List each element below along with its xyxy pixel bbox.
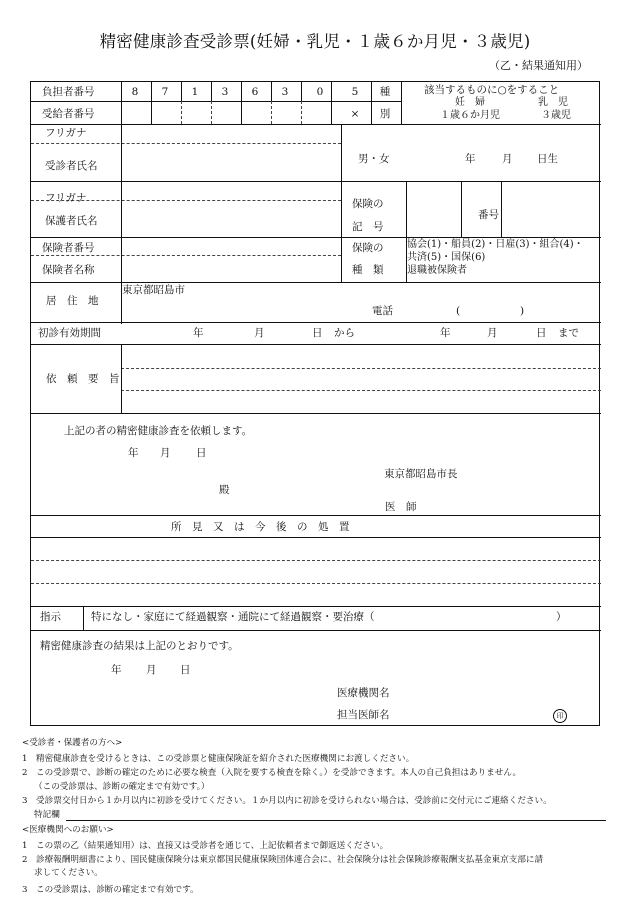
doctor-label: 医 師	[385, 501, 417, 513]
insurance-symbol-label-bottom: 記 号	[352, 221, 384, 233]
patient-sex[interactable]: 男・女	[358, 153, 390, 165]
birth-day-label: 日生	[537, 153, 558, 165]
notes-patient-item: 1 精密健康診査を受けるときは、この受診票と健康保険証を紹介された医療機関にお渡しください。	[22, 754, 415, 764]
insurance-symbol-label-top: 保険の	[352, 198, 384, 210]
validity-label: 初診有効期間	[38, 327, 101, 339]
result-date-month: 月	[146, 664, 157, 676]
insurance-types-line3: 退職被保険者	[407, 265, 467, 276]
notes-institution-item: 3 この受診票は、診断の確定まで有効です。	[22, 885, 199, 895]
result-text: 精密健康診査の結果は上記のとおりです。	[40, 640, 239, 652]
form-subtitle: （乙・結果通知用）	[489, 59, 588, 72]
result-date-year: 年	[111, 664, 122, 676]
category-instruction: 該当するものに○をすること	[424, 84, 560, 96]
patient-furigana-label: フリガナ	[45, 127, 87, 139]
institution-label: 医療機関名	[337, 687, 390, 699]
category-option-18month[interactable]: １歳６か月児	[440, 110, 500, 121]
notes-institution-item: 求してください。	[34, 868, 103, 878]
attending-doctor-label: 担当医師名	[337, 709, 390, 721]
validity-from-suffix: から	[334, 327, 355, 339]
insurance-types-line2: 共済(5)・国保(6)	[407, 252, 486, 263]
result-date-day: 日	[180, 664, 191, 676]
request-date-year: 年	[128, 447, 139, 459]
insurance-types-line1: 協会(1)・船員(2)・日雇(3)・組合(4)・	[407, 239, 584, 250]
patient-name-label: 受診者氏名	[45, 160, 98, 172]
instruction-close: ）	[556, 611, 567, 623]
insurer-name-label: 保険者名称	[42, 264, 95, 276]
special-notes-label: 特記欄	[34, 810, 60, 820]
validity-from-month: 月	[254, 327, 265, 339]
notes-institution-item: 1 この票の乙（結果通知用）は、直接又は受診者を通じて、上記依頼者まで御返送ください。	[22, 841, 389, 851]
request-date-month: 月	[160, 447, 171, 459]
address-label: 居 住 地	[46, 295, 99, 307]
payer-digit: 8	[131, 86, 139, 98]
category-label-top: 種	[379, 86, 391, 98]
dear: 殿	[219, 484, 230, 496]
notes-patient-item: 2 この受診票で、診断の確定のために必要な検査（入院を要する検査を除く。）を受診できます。本人の自己負担はありません。	[22, 768, 522, 778]
payer-number-label: 負担者番号	[42, 86, 95, 98]
guardian-name-label: 保護者氏名	[45, 215, 98, 227]
payer-digit: 0	[316, 86, 324, 98]
notes-patient-item: （この受診票は、診断の確定まで有効です。）	[34, 782, 210, 792]
birth-month-label: 月	[502, 153, 513, 165]
special-notes-line	[66, 820, 606, 821]
validity-to-suffix: まで	[558, 327, 579, 339]
payer-digit: 5	[351, 86, 359, 98]
form-frame	[30, 81, 600, 726]
form-title: 精密健康診査受診票(妊婦・乳児・１歳６か月児・３歳児)	[99, 32, 531, 51]
validity-from-year: 年	[193, 327, 204, 339]
notes-institution-header: <医療機関へのお願い>	[22, 825, 114, 835]
notes-patient-item: 3 受診票交付日から１か月以内に初診を受けてください。１か月以内に初診を受けられない場合は、受診前に交付元にご連絡ください。	[22, 796, 552, 806]
payer-digit: 6	[251, 86, 259, 98]
notes-institution-item: 2 診療報酬明細書により、国民健康保険分は東京都国民健康保険団体連合会に、社会保険分は社会保険診療報酬支払基金東京支部に請	[22, 855, 544, 865]
address-value: 東京都昭島市	[122, 284, 185, 296]
phone-paren-open: (	[456, 305, 461, 317]
payer-digit: 7	[161, 86, 169, 98]
category-option-3year[interactable]: ３歳児	[541, 110, 571, 121]
phone-paren-close: )	[520, 305, 525, 317]
validity-from-day: 日	[312, 327, 323, 339]
insurance-number-label: 番号	[478, 209, 499, 221]
seal-icon: 印	[553, 709, 567, 723]
payer-digit: 1	[191, 86, 199, 98]
recipient-mark: ×	[350, 108, 360, 120]
request-label: 依 頼 要 旨	[46, 373, 120, 385]
validity-to-month: 月	[487, 327, 498, 339]
validity-to-year: 年	[440, 327, 451, 339]
category-option-pregnant[interactable]: 妊 婦	[455, 97, 485, 108]
insurance-type-label-bottom: 種 類	[352, 264, 384, 276]
payer-digit: 3	[281, 86, 289, 98]
insurer-number-label: 保険者番号	[42, 242, 95, 254]
findings-label: 所 見 又 は 今 後 の 処 置	[171, 521, 350, 533]
request-date-day: 日	[196, 447, 207, 459]
insurance-type-label-top: 保険の	[352, 242, 384, 254]
instruction-options[interactable]: 特になし・家庭にて経過観察・通院にて経過観察・要治療（	[91, 611, 375, 623]
instruction-label: 指示	[40, 611, 61, 623]
guardian-furigana-label: フリガナ	[45, 192, 87, 204]
recipient-number-label: 受給者番号	[42, 108, 95, 120]
request-text: 上記の者の精密健康診査を依頼します。	[64, 425, 253, 437]
category-option-infant[interactable]: 乳 児	[538, 97, 568, 108]
validity-to-day: 日	[536, 327, 547, 339]
birth-year-label: 年	[465, 153, 476, 165]
category-label-bottom: 別	[379, 108, 391, 120]
phone-label: 電話	[372, 305, 393, 317]
notes-patient-header: <受診者・保護者の方へ>	[22, 738, 123, 748]
payer-digit: 3	[221, 86, 229, 98]
requester: 東京都昭島市長	[384, 468, 458, 480]
